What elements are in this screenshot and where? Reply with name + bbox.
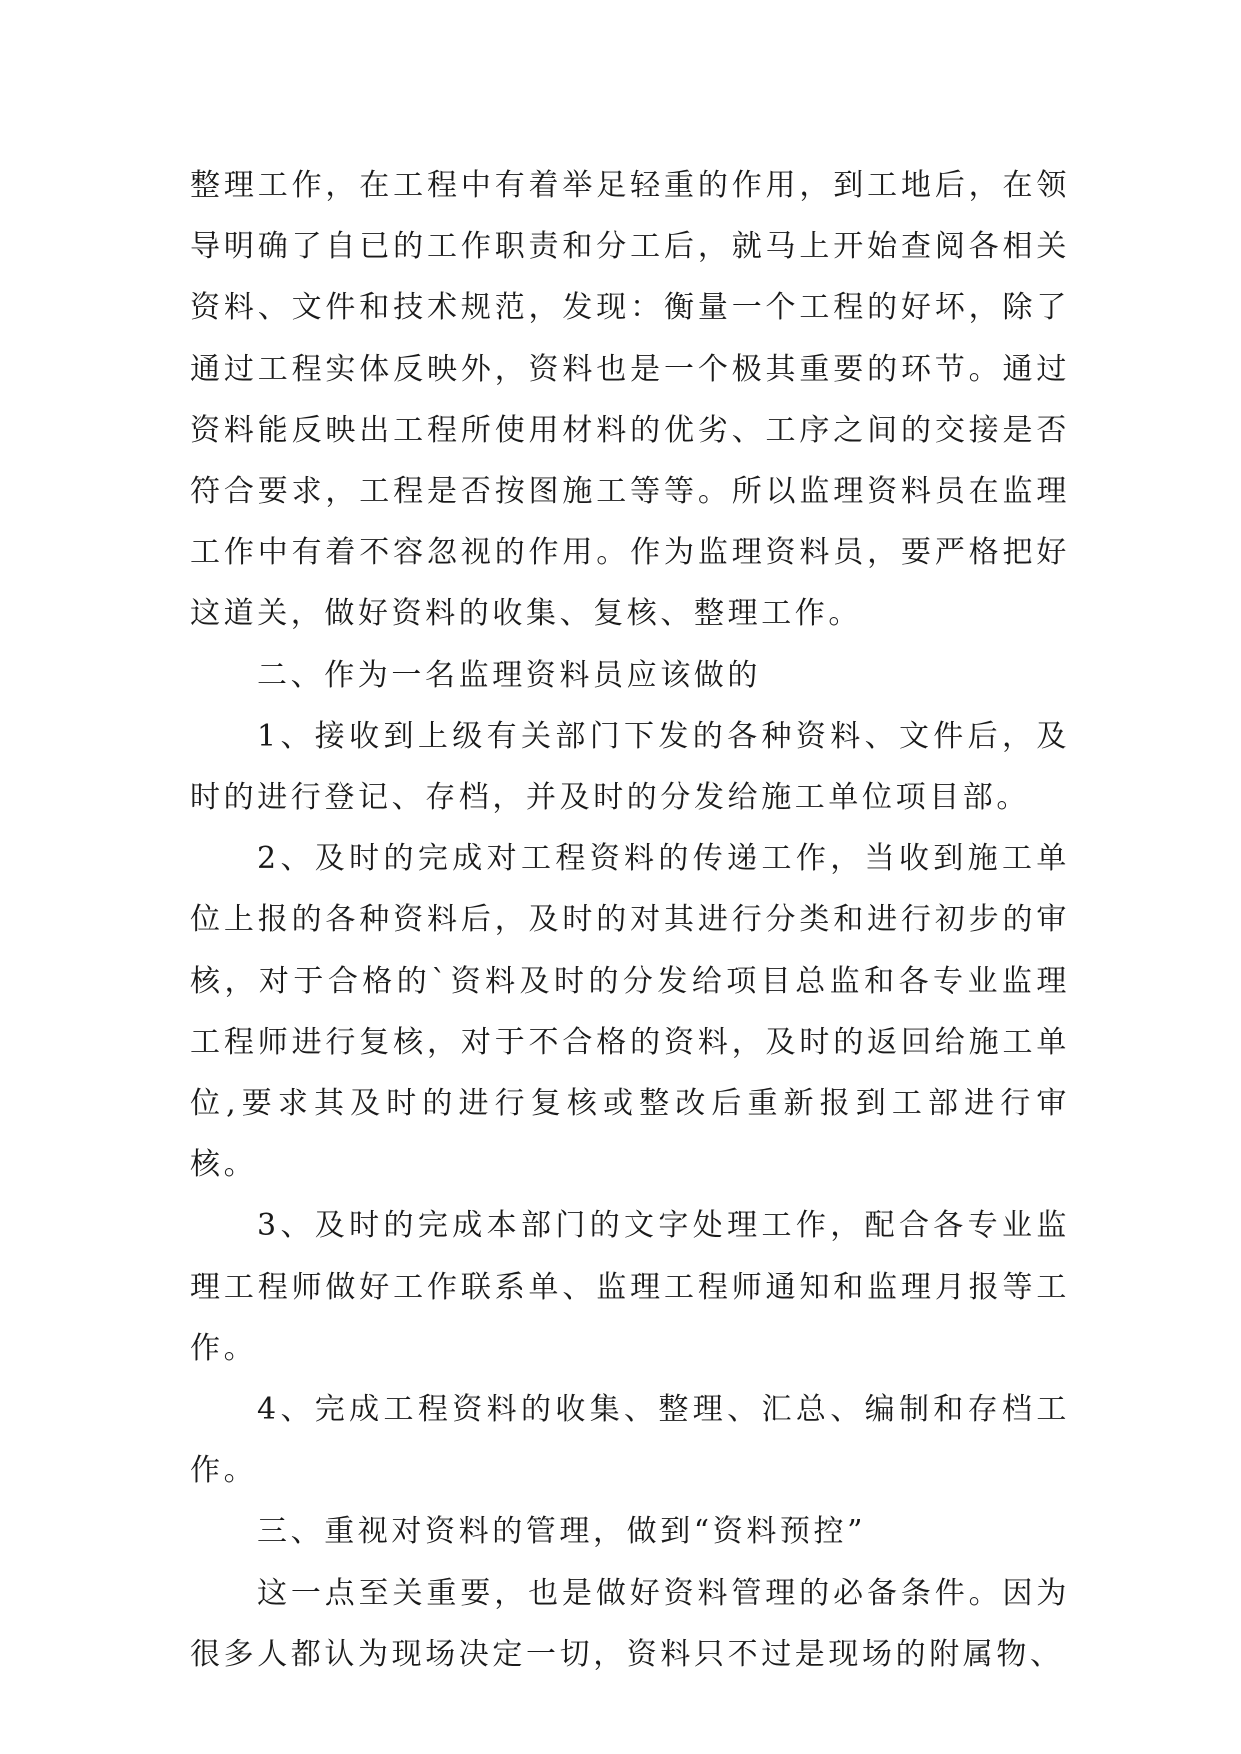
section-heading-3: 三、重视对资料的管理，做到“资料预控” <box>257 1514 867 1550</box>
paragraph-body: 这一点至关重要，也是做好资料管理的必备条件。因为很多人都认为现场决定一切，资料只不过是现场的附属物、 <box>190 1575 1070 1672</box>
list-item-2: 2、及时的完成对工程资料的传递工作，当收到施工单位上报的各种资料后，及时的对其进行分类和进行初步的审核，对于合格的`资料及时的分发给项目总监和各专业监理工程师进行复核，对于不合格的资料，及时的返回给施工单位,要求其及时的进行复核或整改后重新报到工部进行审核。 <box>190 841 1070 1183</box>
section-heading-2: 二、作为一名监理资料员应该做的 <box>257 657 761 693</box>
list-item-4: 4、完成工程资料的收集、整理、汇总、编制和存档工作。 <box>190 1392 1070 1489</box>
paragraph-continuation: 整理工作，在工程中有着举足轻重的作用，到工地后，在领导明确了自已的工作职责和分工后，就马上开始查阅各相关资料、文件和技术规范，发现：衡量一个工程的好坏，除了通过工程实体反映外，资料也是一个极其重要的环节。通过资料能反映出工程所使用材料的优劣、工序之间的交接是否符合要求，工程是否按图施工等等。所以监理资料员在监理工作中有着不容忽视的作用。作为监理资料员，要严格把好这道关，做好资料的收集、复核、整理工作。 <box>190 168 1070 632</box>
list-item-1: 1、接收到上级有关部门下发的各种资料、文件后，及时的进行登记、存档，并及时的分发给施工单位项目部。 <box>190 718 1070 816</box>
document-body <box>190 155 1070 1685</box>
list-item-3: 3、及时的完成本部门的文字处理工作，配合各专业监理工程师做好工作联系单、监理工程师通知和监理月报等工作。 <box>190 1208 1070 1366</box>
